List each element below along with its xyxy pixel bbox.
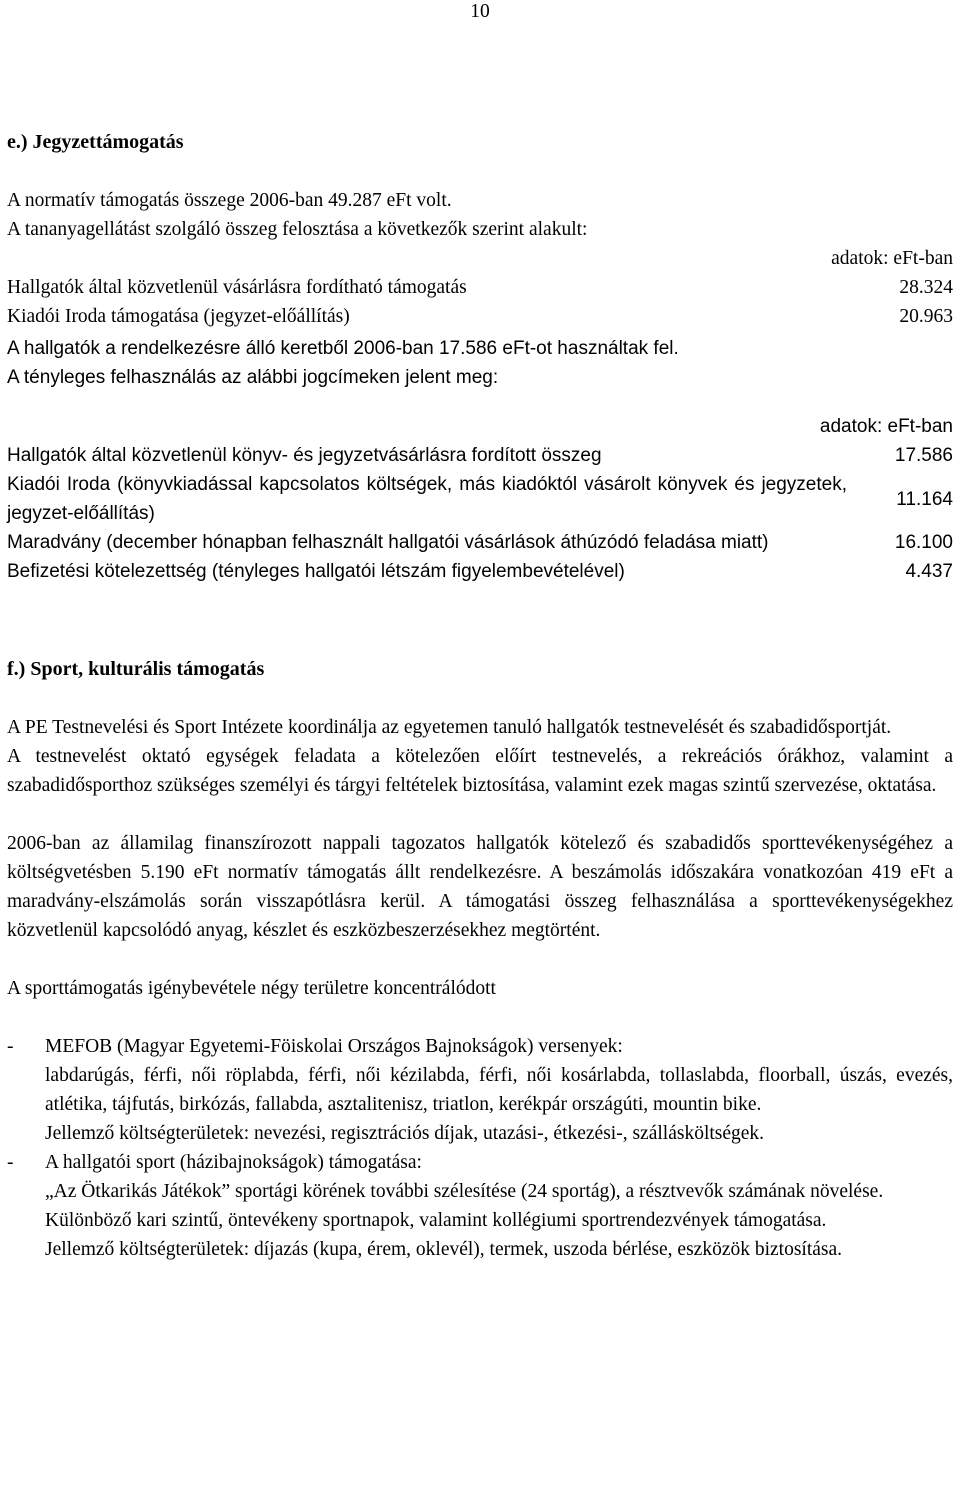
section-f-heading-wrap [7, 655, 953, 684]
paragraph: A testnevelést oktató egységek feladata a kötelezően előírt testnevelés, a rekreációs órákhoz, valamint a szabadidősporthoz szükséges személyi és tárgyi feltételek biztosítása, valamint ezek magas szintű szervezése, oktatása. [7, 746, 953, 796]
list-item-text: Jellemző költségterületek: díjazás (kupa, érem, oklevél), termek, uszoda bérlése, eszközök biztosítása. [45, 1239, 843, 1260]
list-item-text: labdarúgás, férfi, női röplabda, férfi, női kézilabda, férfi, női kosárlabda, tollaslabda, floorball, úszás, evezés, atlétika, tájfutás, birkózás, fallabda, asztalitenisz, triatlon, kerékpár országúti, mountin bike. [45, 1065, 953, 1115]
usage-block [7, 334, 953, 586]
list-item-text: Különböző kari szintű, öntevékeny sportnapok, valamint kollégiumi sportrendezvények támogatása. [45, 1210, 827, 1231]
usage-line-1: A hallgatók a rendelkezésre álló keretből 2006-ban 17.586 eFt-ot használtak fel. [7, 338, 679, 359]
section-f-heading: f.) Sport, kulturális támogatás [7, 658, 265, 680]
units-note-2: adatok: eFt-ban [819, 416, 953, 437]
dash-marker: - [7, 1036, 14, 1057]
usage-value: 17.586 [894, 445, 953, 466]
usage-label: Maradvány (december hónapban felhasznált hallgatói vásárlások áthúzódó feladása miatt) [7, 532, 769, 553]
usage-row [7, 441, 953, 470]
usage-value: 16.100 [894, 532, 953, 553]
list-item [7, 1032, 953, 1148]
dash-marker: - [7, 1152, 14, 1173]
alloc-row [7, 302, 953, 331]
intro-line-1: A normatív támogatás összege 2006-ban 49.287 eFt volt. [7, 190, 452, 211]
alloc-value: 28.324 [899, 277, 953, 298]
section-f-body [7, 713, 953, 1264]
usage-label: Hallgatók által közvetlenül könyv- és jegyzetvásárlásra fordított összeg [7, 445, 602, 466]
list-item-text: Jellemző költségterületek: nevezési, regisztrációs díjak, utazási-, étkezési-, szállásköltségek. [45, 1123, 765, 1144]
alloc-row [7, 273, 953, 302]
section-e-heading: e.) Jegyzettámogatás [7, 131, 184, 153]
units-note-1: adatok: eFt-ban [831, 248, 953, 269]
paragraph: A PE Testnevelési és Sport Intézete koordinálja az egyetemen tanuló hallgatók testnevelését és szabadidősportját. [7, 717, 892, 738]
usage-row [7, 470, 953, 528]
usage-row [7, 557, 953, 586]
alloc-value: 20.963 [899, 306, 953, 327]
usage-value: 11.164 [896, 488, 953, 510]
list-item-title: MEFOB (Magyar Egyetemi-Föiskolai Országos Bajnokságok) versenyek: [45, 1036, 623, 1057]
support-areas-list [7, 1032, 953, 1264]
list-item-title: A hallgatói sport (házibajnokságok) támogatása: [45, 1152, 422, 1173]
usage-label: Befizetési kötelezettség (tényleges hallgatói létszám figyelembevételével) [7, 561, 625, 582]
paragraph: A sporttámogatás igénybevétele négy területre koncentrálódott [7, 978, 496, 999]
list-item-text: „Az Ötkarikás Játékok” sportági körének további szélesítése (24 sportág), a résztvevők számának növelése. [45, 1181, 884, 1202]
usage-line-2: A tényleges felhasználás az alábbi jogcímeken jelent meg: [7, 367, 499, 388]
alloc-label: Hallgatók által közvetlenül vásárlásra fordítható támogatás [7, 277, 467, 298]
usage-label: Kiadói Iroda (könyvkiadással kapcsolatos költségek, más kiadóktól vásárolt könyvek és jegyzetek, jegyzet-előállítás) [7, 474, 847, 524]
paragraph: 2006-ban az államilag finanszírozott nappali tagozatos hallgatók kötelező és szabadidős sporttevékenységéhez a költségvetésben 5.190 eFt normatív támogatás állt rendelkezésre. A beszámolás időszakára vonatkozóan 419 eFt a maradvány-elszámolás során visszapótlásra kerül. A támogatási összeg felhasználása a sporttevékenységekhez közvetlenül kapcsolódó anyag, készlet és eszközbeszerzésekhez megtörtént. [7, 833, 953, 941]
section-e-intro [7, 186, 953, 331]
page-number: 10 [470, 1, 490, 22]
section-e-heading-wrap [7, 128, 953, 157]
intro-line-2: A tananyagellátást szolgáló összeg felosztása a következők szerint alakult: [7, 219, 588, 240]
usage-value: 4.437 [905, 561, 953, 582]
list-item [7, 1148, 953, 1264]
alloc-label: Kiadói Iroda támogatása (jegyzet-előállítás) [7, 306, 350, 327]
usage-row [7, 528, 953, 557]
